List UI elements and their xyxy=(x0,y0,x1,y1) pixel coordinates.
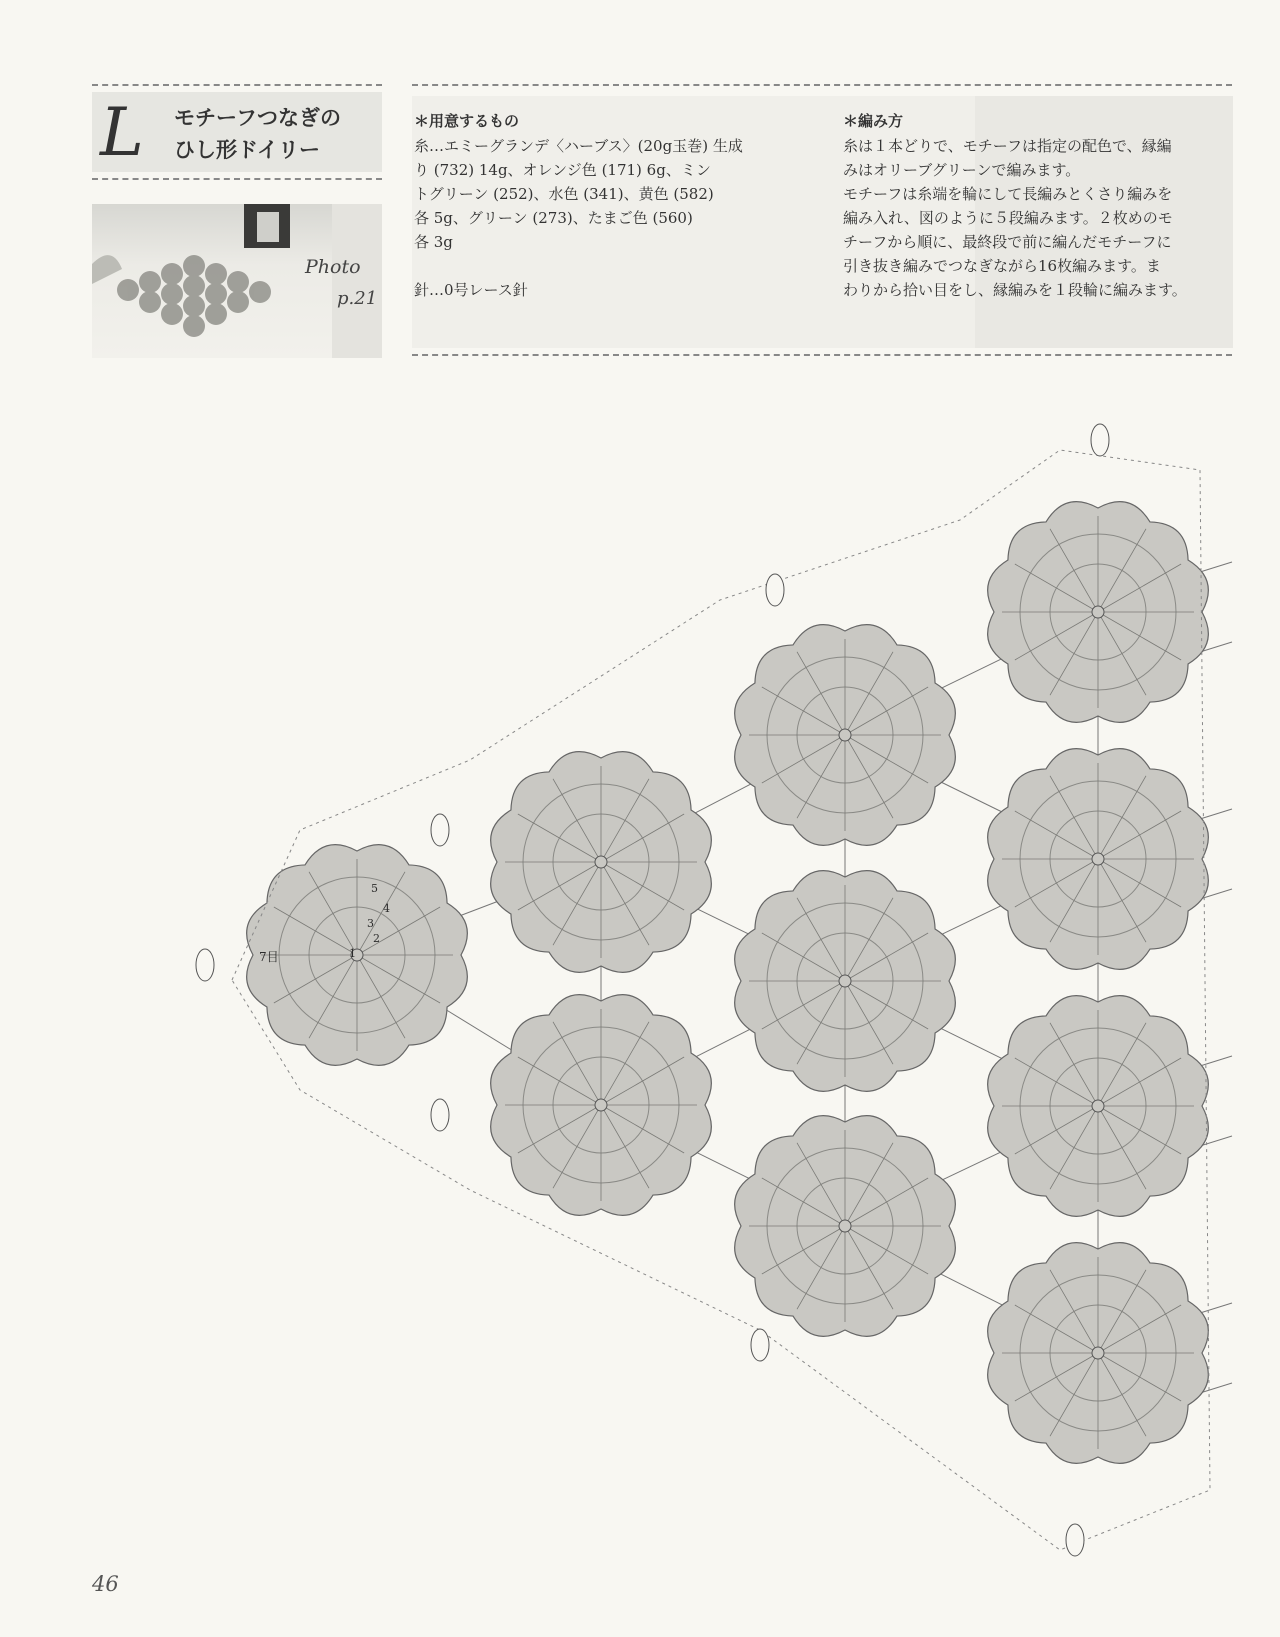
edging-leaf-5 xyxy=(751,1329,769,1361)
edge-stub-2-0 xyxy=(1200,1056,1232,1066)
title-letter: L xyxy=(100,94,144,171)
edge-stub-3-0 xyxy=(1200,1303,1232,1313)
round-label-5: 5 xyxy=(371,882,378,895)
round-label-2: 2 xyxy=(373,932,380,945)
edge-stub-1-0 xyxy=(1200,809,1232,819)
page-number: 46 xyxy=(92,1572,119,1596)
join-line-3 xyxy=(690,781,757,816)
edging-leaf-1 xyxy=(431,814,449,846)
join-line-10 xyxy=(935,779,1008,815)
instructions-text: 糸は１本どりで、モチーフは指定の配色で、縁編 みはオリーブグリーンで編みます。 モチーフは糸端を輪にして長編みとくさり編みを 編み入れ、図のように５段編みます。２枚めのモ チーフから順に、最終段で前に編んだモチーフに 引き抜き編みでつなぎながら16枚編みます。ま わりから拾い目をし、縁編みを１段輪に編みます。 xyxy=(843,137,1187,299)
page-title-line2: ひし形ドイリー xyxy=(174,138,320,162)
round-label-4: 4 xyxy=(383,902,390,915)
edging-leaf-0 xyxy=(196,949,214,981)
join-line-13 xyxy=(935,1149,1007,1183)
join-line-11 xyxy=(935,902,1008,937)
materials-yarn: 糸…エミーグランデ〈ハーブス〉(20g玉巻) 生成 り (732) 14g、オレンジ色 (171) 6g、ミン トグリーン (252)、水色 (341)、黄色 (582) 各 5g、グリーン (273)、たまご色 (560) 各 3g xyxy=(414,137,743,251)
edging-stitch-label: 7目 xyxy=(259,950,279,964)
edge-stub-0-0 xyxy=(1200,562,1232,572)
edging-leaf-4 xyxy=(431,1099,449,1131)
join-line-9 xyxy=(935,656,1008,692)
round-label-3: 3 xyxy=(367,917,374,930)
photo-page-ref: p.21 xyxy=(337,288,378,309)
edging-leaf-6 xyxy=(1066,1524,1084,1556)
join-line-4 xyxy=(691,906,755,937)
edging-leaf-2 xyxy=(766,574,784,606)
join-line-14 xyxy=(934,1271,1008,1308)
join-line-5 xyxy=(690,1026,756,1059)
instructions-heading: ＊編み方 xyxy=(843,112,904,130)
join-line-1 xyxy=(442,1007,516,1052)
photo-label: Photo xyxy=(305,256,361,278)
join-line-6 xyxy=(691,1149,756,1181)
edging-leaf-3 xyxy=(1091,424,1109,456)
page-title-line1: モチーフつなぎの xyxy=(174,106,341,130)
materials-heading: ＊用意するもの xyxy=(414,112,520,130)
round-label-1: 1 xyxy=(349,947,356,960)
materials-needle: 針…0号レース針 xyxy=(414,281,528,299)
join-line-12 xyxy=(935,1025,1009,1061)
